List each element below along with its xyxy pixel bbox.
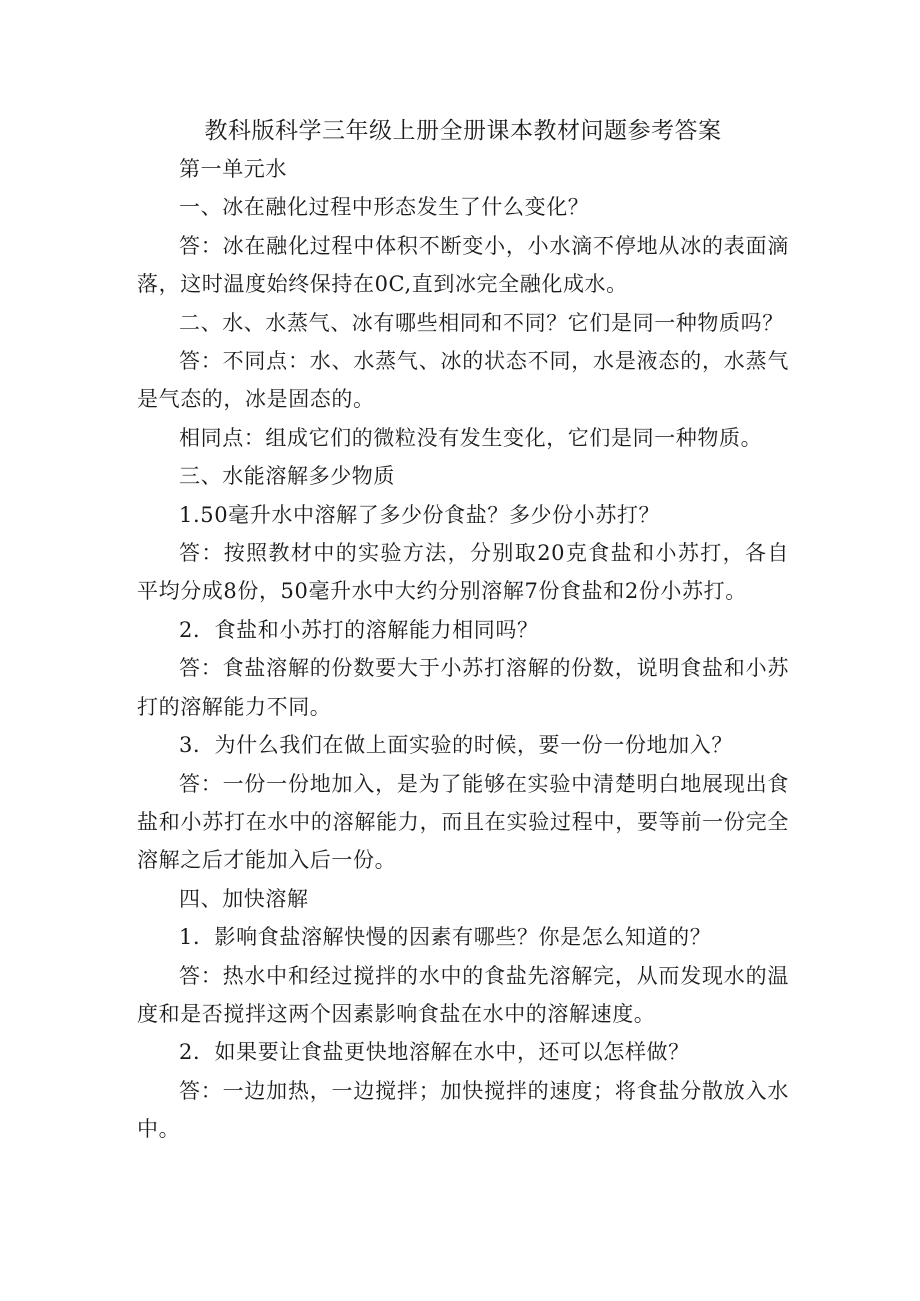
section-3-heading: 三、水能溶解多少物质 xyxy=(179,464,395,489)
question-2: 二、水、水蒸气、冰有哪些相同和不同？它们是同一种物质吗？ xyxy=(179,310,784,335)
document-page xyxy=(137,112,789,1149)
question-1: 一、冰在融化过程中形态发生了什么变化？ xyxy=(179,195,590,220)
unit-heading: 第一单元水 xyxy=(179,157,287,181)
answer-3-2: 答：食盐溶解的份数要大于小苏打溶解的份数，说明食盐和小苏打的溶解能力不同。 xyxy=(137,656,789,719)
question-4-2: 2．如果要让食盐更快地溶解在水中，还可以怎样做？ xyxy=(179,1040,690,1065)
question-3-3: 3．为什么我们在做上面实验的时候，要一份一份地加入？ xyxy=(179,733,733,758)
answer-3-1: 答：按照教材中的实验方法，分别取20克食盐和小苏打，各自平均分成8份，50毫升水中大约分别溶解7份食盐和2份小苏打。 xyxy=(137,541,789,604)
question-4-1: 1．影响食盐溶解快慢的因素有哪些？你是怎么知道的？ xyxy=(179,925,712,950)
answer-2-similarities: 相同点：组成它们的微粒没有发生变化，它们是同一种物质。 xyxy=(179,425,763,450)
answer-4-1: 答：热水中和经过搅拌的水中的食盐先溶解完，从而发现水的温度和是否搅拌这两个因素影响食盐在水中的溶解速度。 xyxy=(137,963,789,1026)
question-3-1: 1.50毫升水中溶解了多少份食盐？多少份小苏打？ xyxy=(179,502,661,527)
answer-2-differences: 答：不同点：水、水蒸气、冰的状态不同，水是液态的，水蒸气是气态的，冰是固态的。 xyxy=(137,349,789,412)
document-title: 教科版科学三年级上册全册课本教材问题参考答案 xyxy=(204,118,722,144)
answer-1: 答：冰在融化过程中体积不断变小，小水滴不停地从冰的表面滴落，这时温度始终保持在0C,直到冰完全融化成水。 xyxy=(137,233,789,297)
answer-3-3: 答：一份一份地加入，是为了能够在实验中清楚明白地展现出食盐和小苏打在水中的溶解能力，而且在实验过程中，要等前一份完全溶解之后才能加入后一份。 xyxy=(137,771,789,873)
answer-4-2: 答：一边加热，一边搅拌；加快搅拌的速度；将食盐分散放入水中。 xyxy=(137,1078,789,1142)
section-4-heading: 四、加快溶解 xyxy=(179,886,309,911)
question-3-2: 2．食盐和小苏打的溶解能力相同吗？ xyxy=(179,617,539,642)
